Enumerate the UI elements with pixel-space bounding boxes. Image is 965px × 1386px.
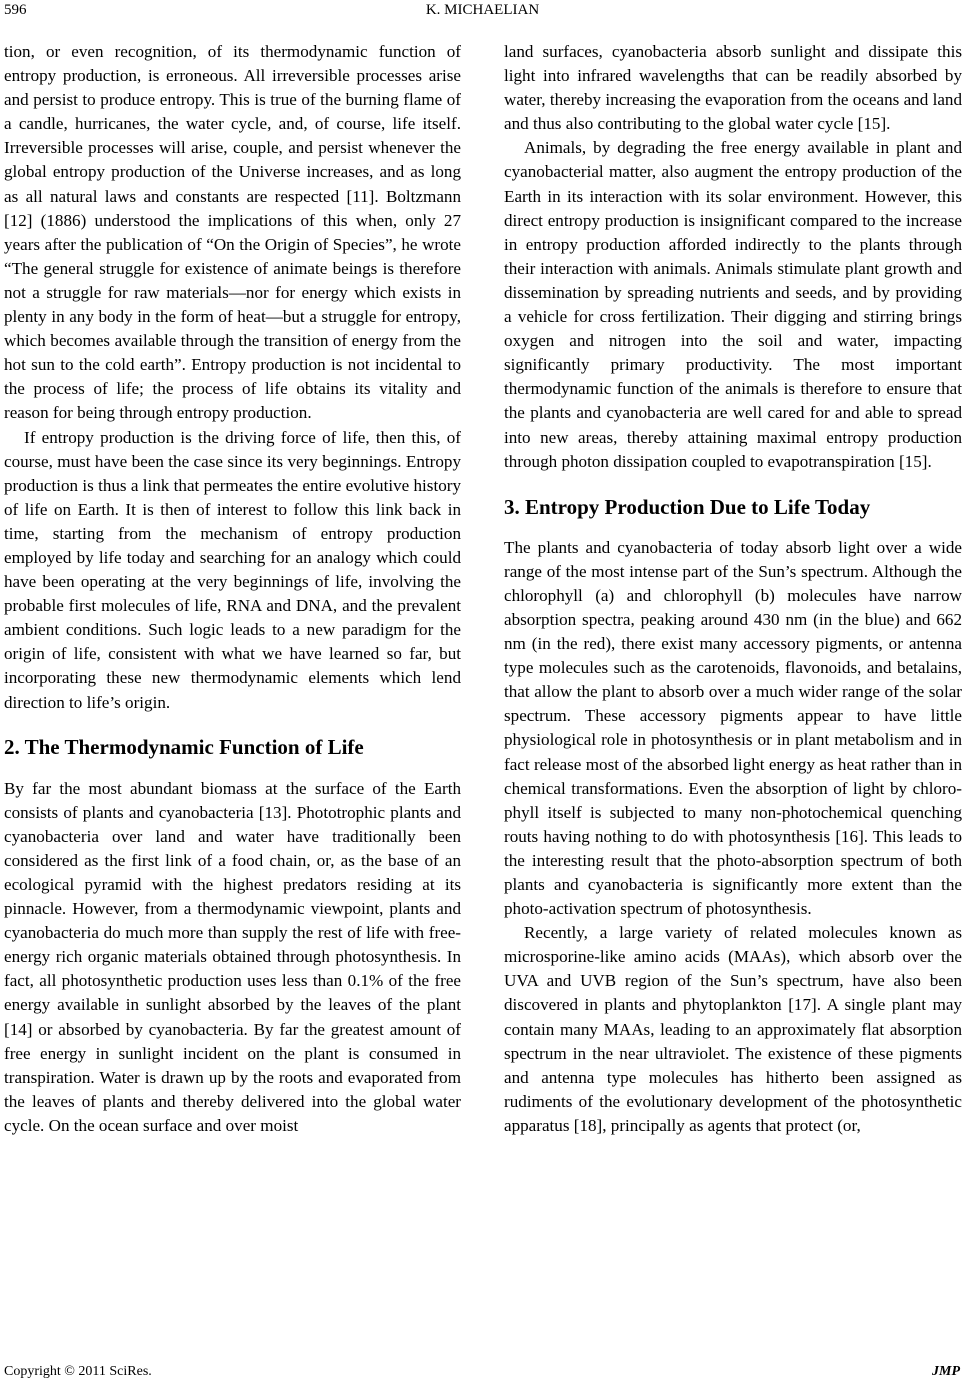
right-column xyxy=(504,40,962,1138)
journal-abbreviation: JMP xyxy=(932,1364,960,1379)
paragraph: land surfaces, cyanobacteria absorb sunlight and dissipate this light into infrared wavelengths that can be readily absorbed by water, thereby increasing the evaporation from the oceans and land and thus also contributing to the global water cycle [15]. xyxy=(504,42,962,134)
running-head: K. MICHAELIAN xyxy=(425,2,540,18)
paragraph: tion, or even recognition, of its thermodynamic function of entropy production, is erroneous. All irreversible processes arise and persist to produce entropy. This is true of the burning flame of a candle, hurricanes, the water cycle, and, of course, life itself. Irreversible processes will arise, couple, and persist whenever the global entropy production of the Universe increases, and as long as all natural laws and constants are respected [11]. Boltzmann [12] (1886) understood the implications of this when, only 27 years after the publication of “On the Origin of Species”, he wrote “The general struggle for existence of animate beings is therefore not a struggle for raw materials—nor for energy which exists in plenty in any body in the form of heat—but a struggle for entropy, which becomes available through the transition of energy from the hot sun to the cold earth”. Entropy production is not incidental to the process of life; the process of life obtains its vitality and reason for being through entropy production. xyxy=(4,42,461,423)
paragraph: The plants and cyanobacteria of today absorb light over a wide range of the most intense part of the Sun’s spectrum. Although the chlorophyll (a) and chlorophyll (b) molecules have narrow absorption spectra, peaking around 430 nm (in the blue) and 662 nm (in the red), there exist many accessory pigments, or antenna type molecules such as the carotenoids, flavonoids, and betalains, that allow the plant to absorb over a much wider range of the solar spectrum. These accessory pigments appear to have little physiological role in photosynthesis or in plant metabolism and in fact release most of the absorbed light energy as heat rather than in chemical transformations. Even the absorption of light by chlorophyll itself is subjected to many non-photochemical quenching routs having nothing to do with photosynthesis [16]. This leads to the interesting result that the photo-absorption spectrum of both plants and cyanobacteria is significantly more extent than the photo-activation spectrum of photosynthesis. xyxy=(504,537,962,919)
paragraph: Recently, a large variety of related molecules known as microsporine-like amino acids (MAAs), which absorb over the UVA and UVB region of the Sun’s spectrum, have also been discovered in plants and phytoplankton [17]. A single plant may contain many MAAs, leading to an approximately flat absorption spectrum in the near ultraviolet. The existence of these pigments and antenna type molecules has hitherto been assigned as rudiments of the evolutionary development of the photosynthetic apparatus [18], principally as agents that protect (or, xyxy=(504,923,962,1135)
paragraph: If entropy production is the driving force of life, then this, of course, must have been the case since its very beginnings. Entropy production is thus a link that permeates the entire evolutive history of life on Earth. It is then of interest to follow this link back in time, starting from the mechanism of entropy production employed by life today and searching for an analogy which could have been operating at the very beginnings of life, involving the probable first molecules of life, RNA and DNA, and the prevalent ambient conditions. Such logic leads to a new paradigm for the origin of life, consistent with what we have learned so far, but incorporating these new thermodynamic elements which lend direction to life’s origin. xyxy=(4,427,461,712)
page-number: 596 xyxy=(4,2,27,18)
section-heading: 3. Entropy Production Due to Life Today xyxy=(504,494,871,519)
paragraph: By far the most abundant biomass at the surface of the Earth consists of plants and cyanobacteria [13]. Phototrophic plants and cyanobacteria over land and water have traditionally been considered as the first link of a food chain, or, as the base of an ecological pyramid with the highest predators residing at its pinnacle. However, from a thermodynamic viewpoint, plants and cyanobacteria do much more than supply the rest of life with free-energy rich organic materials obtained through photosynthesis. In fact, all photosynthetic production uses less than 0.1% of the free energy available in sunlight absorbed by the leaves of the plant [14] or absorbed by cyanobacteria. By far the greatest amount of free energy in sunlight incident on the plant is consumed in transpiration. Water is drawn up by the roots and evaporated from the leaves of plants and thereby delivered into the global water cycle. On the ocean surface and over moist xyxy=(4,778,461,1135)
section-heading: 2. The Thermodynamic Function of Life xyxy=(4,734,364,759)
copyright-notice: Copyright © 2011 SciRes. xyxy=(4,1364,152,1379)
paragraph: Animals, by degrading the free energy available in plant and cyanobacterial matter, also augment the entropy production of the Earth in its interaction with its solar environment. However, this direct entropy production is insignificant compared to the increase in entropy production afforded indirectly to the plants through their interaction with animals. Animals stimulate plant growth and dissemination by spreading nutrients and seeds, and by providing a vehicle for cross fertilization. Their digging and stirring brings oxygen and nitrogen into the soil and water, impacting significantly primary productivity. The most important thermodynamic function of the animals is therefore to ensure that the plants and cyanobacteria are well cared for and able to spread into new areas, thereby attaining maximal entropy production through photon dissipation coupled to evapotranspiration [15]. xyxy=(504,138,962,471)
left-column xyxy=(4,40,461,1138)
